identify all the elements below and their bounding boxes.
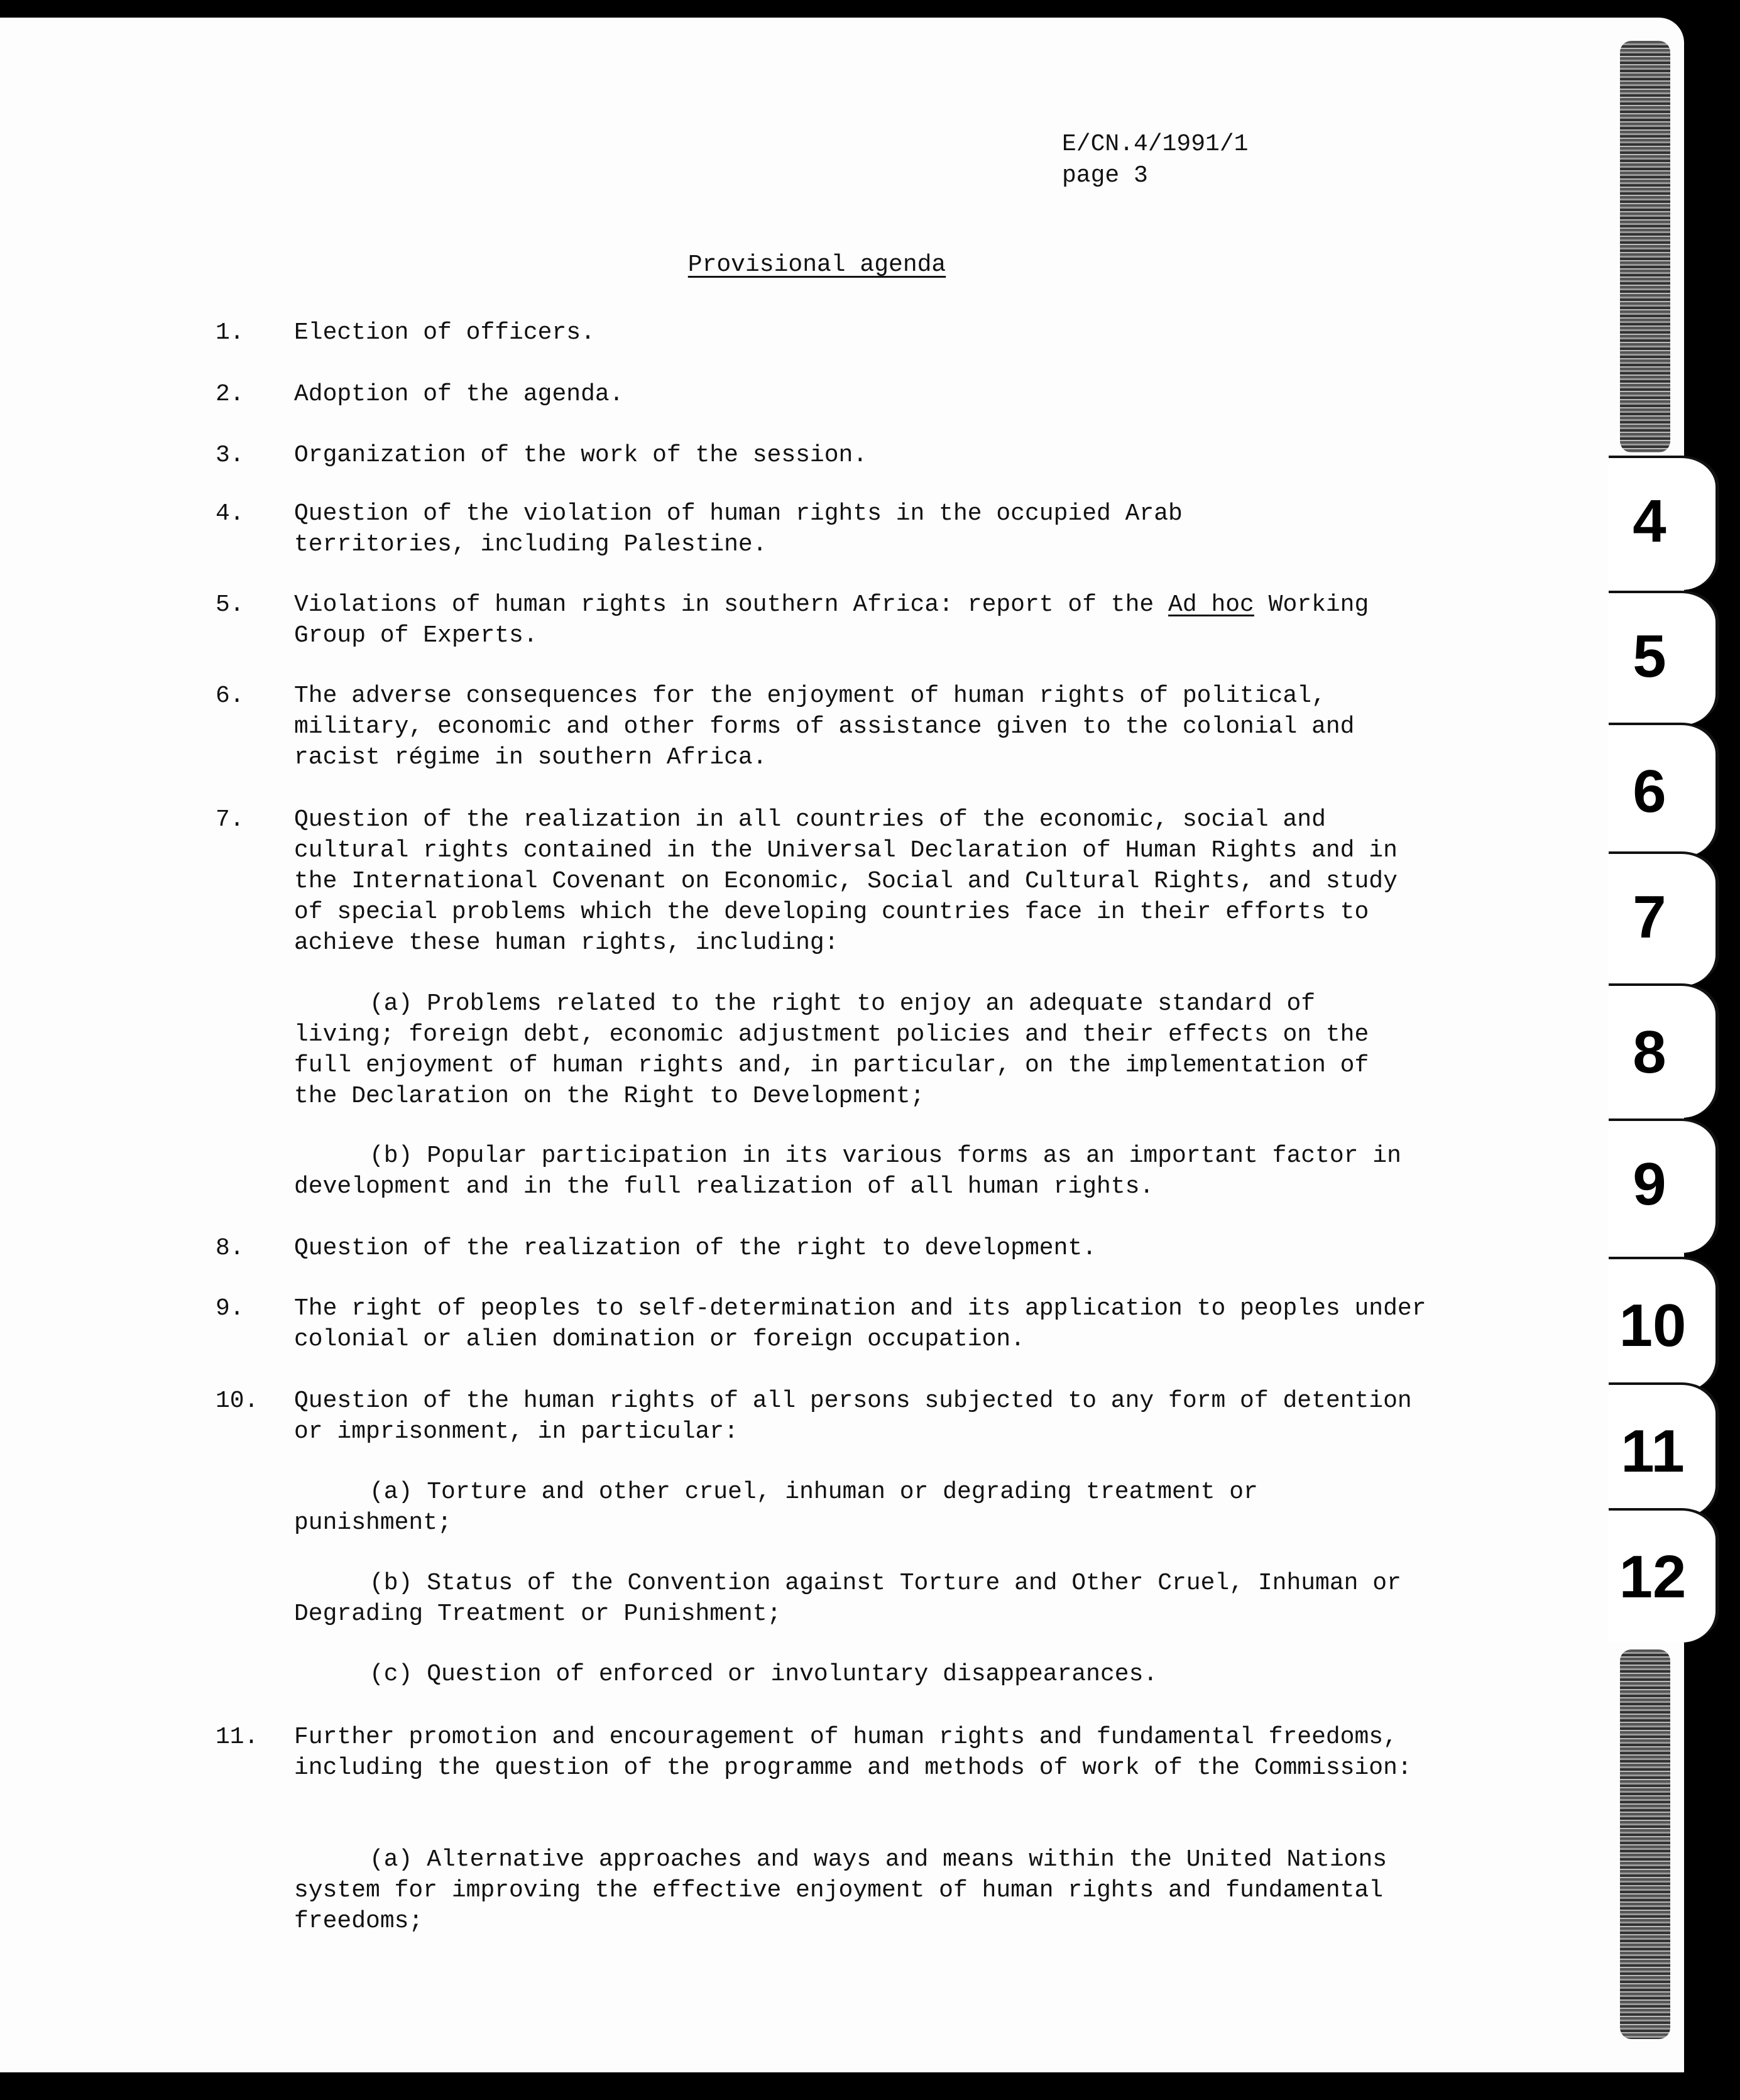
tab-8-label: 8 (1633, 1019, 1666, 1086)
item-number: 10. (216, 1387, 259, 1414)
item-text-part: Violations of human rights in southern Africa: report of the (294, 591, 1169, 618)
item-number: 2. (216, 381, 244, 408)
item-text: The right of peoples to self-determination and its application to peoples under colonial or alien domination or foreign occupation. (294, 1295, 1426, 1353)
tab-5-label: 5 (1633, 623, 1666, 690)
document-header (1062, 129, 1248, 192)
item-text: Election of officers. (294, 319, 595, 346)
item-text: Further promotion and encouragement of human rights and fundamental freedoms, including the question of the programme and methods of work of the Commission: (294, 1724, 1412, 1781)
item-number: 3. (216, 442, 244, 469)
item-text (294, 589, 1438, 651)
subitem-text: (a) Problems related to the right to enjoy an adequate standard of living; foreign debt, economic adjustment policies and their effects on the full enjoyment of human rights and, in particular, on the implementation of the Declaration on the Right to Development; (294, 990, 1369, 1110)
page-title (0, 251, 1634, 278)
item-number: 11. (216, 1724, 259, 1751)
subitem-text: (a) Alternative approaches and ways and means within the United Nations system for improving the effective enjoyment of human rights and fundamental freedoms; (294, 1846, 1387, 1935)
item-text: Adoption of the agenda. (294, 381, 624, 408)
tab-12-label: 12 (1619, 1543, 1687, 1611)
tab-4-label: 4 (1633, 488, 1666, 555)
item-text: Question of the violation of human rights in the occupied Arab territories, including Palestine. (294, 500, 1183, 558)
item-number: 9. (216, 1295, 244, 1322)
item-number: 5. (216, 591, 244, 618)
item-number: 6. (216, 682, 244, 709)
item-text: Question of the realization of the right to development. (294, 1235, 1097, 1262)
item-number: 1. (216, 319, 244, 346)
subitem-text: (c) Question of enforced or involuntary disappearances. (369, 1661, 1158, 1688)
item-number: 4. (216, 500, 244, 527)
item-text: Question of the human rights of all persons subjected to any form of detention or imprisonment, in particular: (294, 1387, 1412, 1445)
subitem-text: (b) Status of the Convention against Torture and Other Cruel, Inhuman or Degrading Treatment or Punishment; (294, 1570, 1401, 1627)
item-number: 8. (216, 1235, 244, 1262)
item-number: 7. (216, 806, 244, 833)
page-number: page 3 (1062, 162, 1148, 189)
item-text: The adverse consequences for the enjoyment of human rights of political, military, economic and other forms of assistance given to the colonial and racist régime in southern Africa. (294, 682, 1355, 771)
tab-7-label: 7 (1633, 883, 1666, 951)
item-text-part: Working Group of Experts. (294, 591, 1369, 649)
item-text: Question of the realization in all countries of the economic, social and cultural rights contained in the Universal Declaration of Human Rights and in the International Covenant on Economic, Social and Cultural Rights, and study of special problems which the developing countries face in their efforts to achieve these human rights, including: (294, 806, 1398, 956)
tab-10-label: 10 (1619, 1292, 1687, 1359)
tab-stack-top (1620, 41, 1670, 452)
tab-6-label: 6 (1633, 758, 1666, 825)
subitem-text: (a) Torture and other cruel, inhuman or degrading treatment or punishment; (294, 1479, 1258, 1536)
document-symbol: E/CN.4/1991/1 (1062, 131, 1249, 158)
page-title-text: Provisional agenda (687, 251, 946, 278)
item-text: Organization of the work of the session. (294, 442, 868, 469)
ad-hoc-emphasis: Ad hoc (1168, 591, 1254, 618)
tab-9-label: 9 (1633, 1151, 1666, 1218)
tab-11-label: 11 (1621, 1418, 1685, 1485)
subitem-text: (b) Popular participation in its various forms as an important factor in development and in the full realization of all human rights. (294, 1142, 1401, 1200)
tab-stack-bottom (1620, 1649, 1670, 2039)
